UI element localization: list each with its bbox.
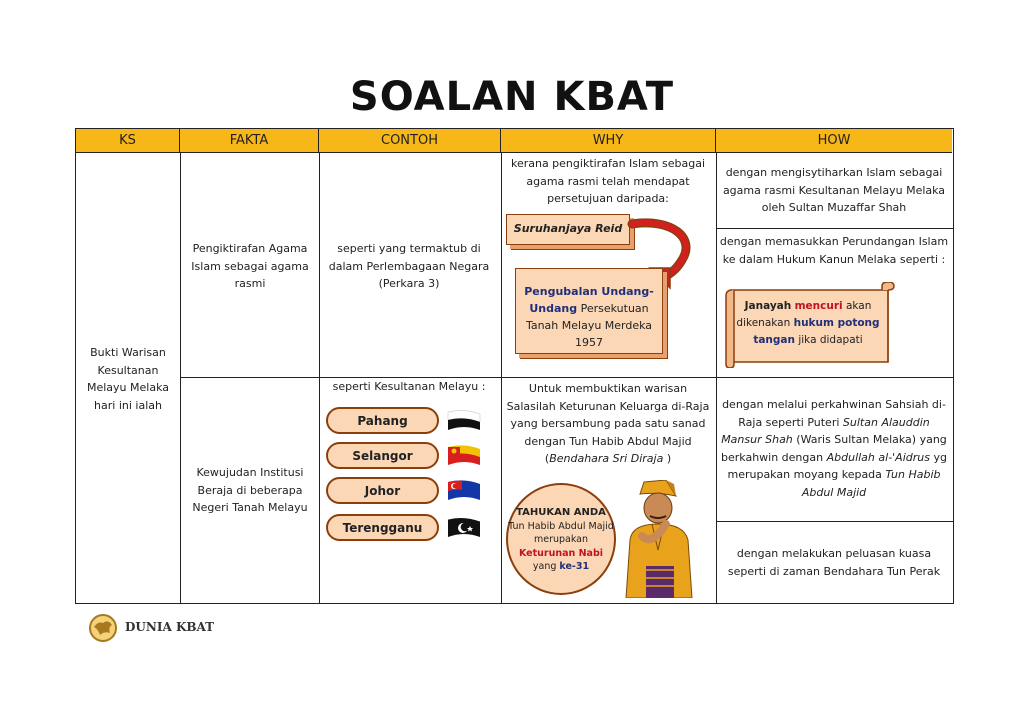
page-title: SOALAN KBAT	[349, 74, 675, 120]
how-row1-a: dengan mengisytiharkan Islam sebagai agama rasmi Kesultanan Melayu Melaka oleh Sultan Muzaffar Shah	[722, 166, 946, 214]
pengubalan-rest: Persekutuan Tanah Melayu Merdeka 1957	[525, 302, 653, 349]
state-terengganu: Terengganu	[326, 514, 439, 541]
suruhanjaya-box: Suruhanjaya Reid	[506, 214, 630, 245]
fakta-row2: Kewujudan Institusi Beraja di beberapa Negeri Tanah Melayu	[192, 466, 308, 514]
why-row2-italic: Bendahara Sri Diraja	[549, 452, 664, 465]
how2-part-a: dengan melalui perkahwinan Sahsiah di-Raja seperti Puteri	[722, 398, 946, 429]
scroll-word-akan: akan dikenakan	[736, 300, 872, 329]
why-row1-intro: kerana pengiktirafan Islam sebagai agama rasmi telah mendapat persetujuan daripada:	[510, 157, 706, 205]
dunia-kbat-logo-icon	[88, 613, 118, 643]
how2-part-b: Sultan Alauddin Mansur Shah	[721, 415, 930, 446]
oval-line1: Tun Habib Abdul Majid merupakan	[508, 520, 614, 545]
column-divider	[501, 153, 502, 603]
contoh-row2-intro: seperti Kesultanan Melayu :	[332, 380, 486, 393]
how2-part-e: yg merupakan moyang kepada	[727, 450, 947, 481]
oval-line4: ke-31	[559, 561, 590, 572]
why-row2	[504, 380, 712, 468]
scroll-word-mencuri: mencuri	[794, 300, 843, 312]
selangor-flag-icon	[446, 445, 482, 467]
scroll-text	[734, 298, 882, 349]
header-why: WHY	[501, 129, 716, 153]
tahukan-anda-text	[508, 506, 614, 574]
how-divider	[716, 521, 953, 522]
row-divider	[180, 377, 953, 378]
header-fakta: FAKTA	[180, 129, 319, 153]
header-how: HOW	[716, 129, 952, 153]
column-divider	[180, 153, 181, 603]
how-row2-a	[718, 396, 950, 501]
state-pahang: Pahang	[326, 407, 439, 434]
oval-line2: Keturunan Nabi	[518, 547, 604, 559]
state-johor: Johor	[326, 477, 439, 504]
terengganu-flag-icon	[446, 517, 482, 539]
why-row2-text: Untuk membuktikan warisan Salasilah Keturunan Keluarga di-Raja yang bersambung pada satu sanad dengan Tun Habib Abdul Majid (	[506, 382, 710, 465]
oval-line3: yang	[532, 561, 557, 572]
header-contoh: CONTOH	[319, 129, 501, 153]
how2-part-f: Tun Habib Abdul Majid	[801, 468, 941, 499]
fakta-row1: Pengiktirafan Agama Islam sebagai agama rasmi	[191, 242, 309, 290]
how2-part-d: Abdullah al-'Aidrus	[826, 450, 930, 464]
oval-heading: TAHUKAN ANDA	[516, 507, 606, 518]
pengubalan-bold: Pengubalan Undang-Undang	[524, 285, 654, 315]
scroll-word-janayah: Janayah	[744, 300, 792, 312]
scroll-word-jika: jika didapati	[798, 334, 863, 346]
how2-part-c: (Waris Sultan Melaka) yang berkahwin dengan	[721, 433, 947, 464]
how-row1-b: dengan memasukkan Perundangan Islam ke dalam Hukum Kanun Melaka seperti :	[719, 235, 949, 266]
contoh-row1: seperti yang termaktub di dalam Perlembagaan Negara (Perkara 3)	[328, 242, 490, 290]
pengubalan-box	[515, 268, 663, 354]
scroll-word-hukum: hukum potong tangan	[753, 317, 880, 346]
how-divider	[716, 228, 953, 229]
why-row2-close: )	[666, 452, 672, 465]
how-row2-b: dengan melakukan peluasan kuasa seperti di zaman Bendahara Tun Perak	[727, 547, 941, 578]
column-divider	[716, 153, 717, 603]
pahang-flag-icon	[446, 410, 482, 432]
header-ks: KS	[76, 129, 180, 153]
state-selangor: Selangor	[326, 442, 439, 469]
ks-text: Bukti Warisan Kesultanan Melayu Melaka hari ini ialah	[86, 346, 169, 412]
johor-flag-icon	[446, 480, 482, 502]
footer-brand: DUNIA KBAT	[125, 620, 215, 634]
malay-man-illustration-icon	[622, 480, 696, 598]
